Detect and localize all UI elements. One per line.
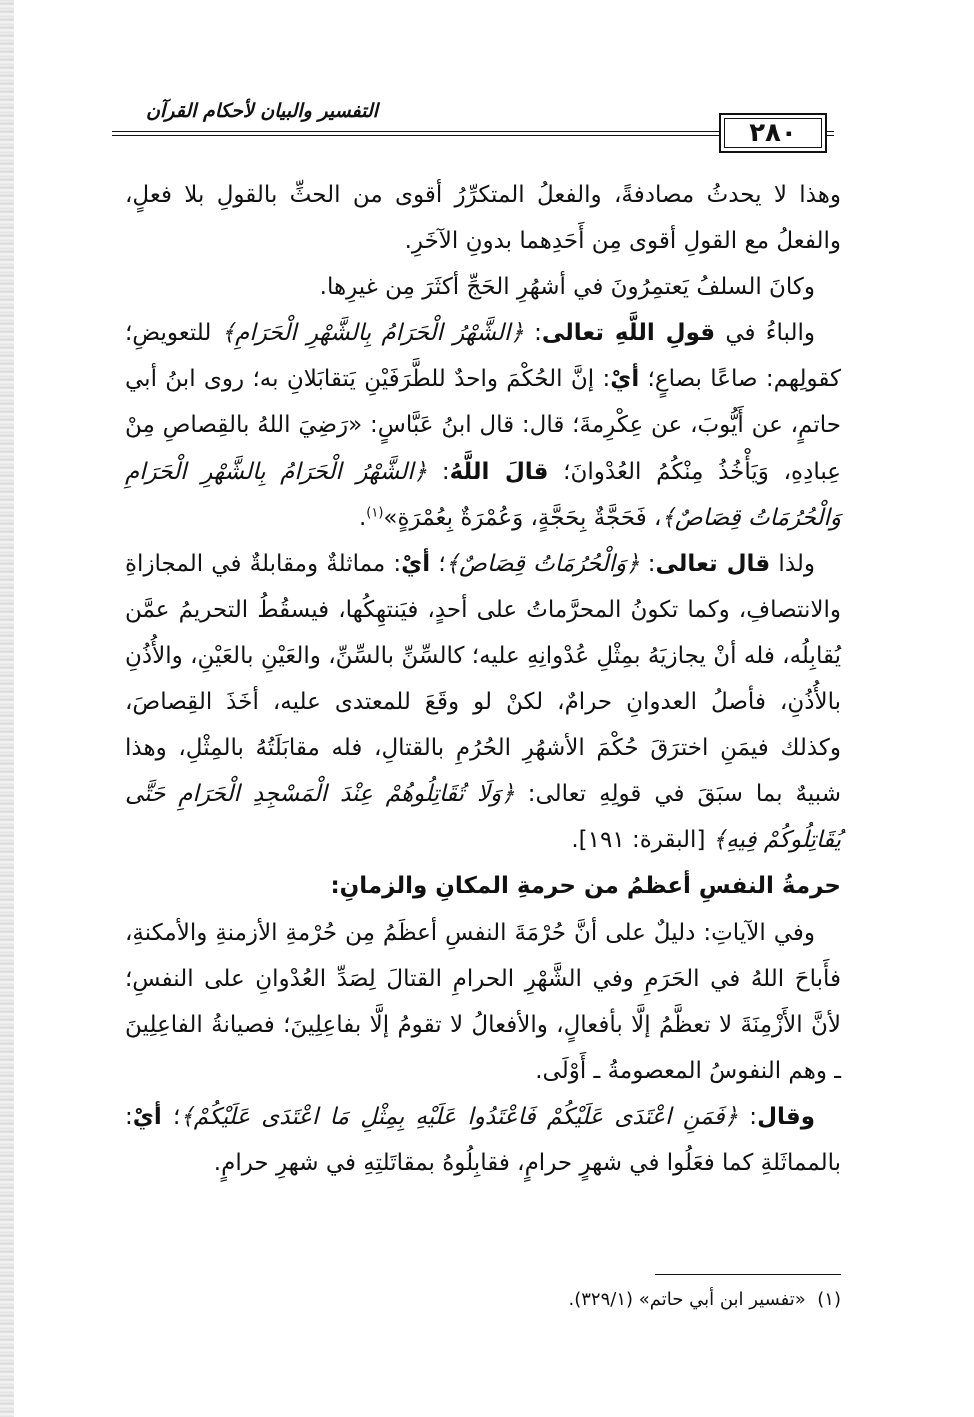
text-run: ؛	[430, 550, 446, 577]
bold-phrase: قولِ اللَّهِ تعالى	[541, 320, 716, 347]
quran-verse: ﴿الشَّهْرُ الْحَرَامُ بِالشَّهْرِ الْحَرَامِ وَالْحُرُمَاتُ قِصَاصٌ﴾	[125, 458, 841, 531]
bold-phrase: أيْ	[610, 366, 640, 393]
bold-phrase: أيْ	[132, 1103, 162, 1130]
text-run: للتعويضِ؛ كقولِهم: صاعًا بصاعٍ؛	[125, 320, 841, 393]
text-run: .	[571, 827, 579, 854]
text-run: والباءُ في	[715, 320, 816, 347]
quran-verse: ﴿الشَّهْرُ الْحَرَامُ بِالشَّهْرِ الْحَرَامِ﴾	[221, 320, 524, 347]
text-run: ؛	[161, 1103, 181, 1130]
page-body	[125, 172, 841, 1186]
footnote	[125, 1285, 841, 1315]
paragraph-1: وهذا لا يحدثُ مصادفةً، والفعلُ المتكرِّرُ أقوى من الحثِّ بالقولِ بلا فعلٍ، والفعلُ مع القولِ أقوى مِن أَحَدِهما بدونِ الآخَرِ.	[125, 182, 841, 255]
bold-phrase: قال تعالى	[655, 550, 771, 577]
paragraph-2: وكانَ السلفُ يَعتمِرُونَ في أشهُرِ الحَجِّ أكثَرَ مِن غيرِها.	[319, 274, 815, 301]
verse-reference: [البقرة: ١٩١]	[578, 827, 713, 854]
bold-phrase: أيْ	[401, 550, 431, 577]
text-run: : إنَّ الحُكْمَ واحدٌ للطَّرَفَيْنِ يَتقابَلانِ به؛ روى ابنُ أبي حاتمٍ، عن أَيُّوبَ، عن عِكْرِمةَ؛ قال: قال ابنُ عَبَّاسٍ: «رَضِيَ اللهُ بالقِصاصِ مِنْ عِبادِهِ، وَيَأْخُذُ مِنْكُمُ العُدْوانَ؛	[125, 366, 841, 485]
text-run: : مماثلةٌ ومقابلةٌ في المجازاةِ والانتصافِ، وكما تكونُ المحرَّماتُ على أحدٍ، فيَنتهِكُها، فيسقُطُ التحريمُ عمَّن يُقابِلُه، فله أنْ يجازيَهُ بمِثْلِ عُدْوانِهِ عليه؛ كالسِّنِّ بالسِّنِّ، والعَيْنِ بالعَيْنِ، والأُذُنِ بالأُذُنِ، فأصلُ العدوانِ حرامٌ، لكنْ لو وقَعَ للمعتدى عليه، أخَذَ القِصاصَ، وكذلك فيمَنِ اخترَقَ حُكْمَ الأشهُرِ الحُرُمِ بالقتالِ، فله مقابَلَتُهُ بالمِثْلِ، وهذا شبيهٌ بما سبَقَ في قولِهِ تعالى:	[125, 550, 841, 808]
text-run: ، فَحَجَّةٌ بِحَجَّةٍ، وَعُمْرَةٌ بِعُمْرَةٍ»	[383, 504, 662, 531]
text-run: :	[523, 320, 542, 347]
footnote-text: «تفسير ابن أبي حاتم» (٣٢٩/١).	[568, 1289, 806, 1310]
footnote-ref: (١)	[366, 505, 384, 520]
footnote-marker: (١)	[817, 1289, 841, 1310]
text-run: :	[639, 550, 656, 577]
quran-verse: ﴿وَالْحُرُمَاتُ قِصَاصٌ﴾	[445, 550, 640, 577]
paragraph-5: وفي الآياتِ: دليلٌ على أنَّ حُرْمَةَ النفسِ أعظَمُ مِن حُرْمةِ الأزمنةِ والأمكنةِ، فأَباحَ اللهُ في الحَرَمِ وفي الشَّهْرِ الحرامِ القتالَ لِصَدِّ العُدْوانِ على النفسِ؛ لأنَّ الأَزْمِنَةَ لا تعظَّمُ إلَّا بأفعالٍ، والأفعالُ لا تقومُ إلَّا بفاعِلِينَ؛ فصيانةُ الفاعِلِينَ ـ وهم النفوسُ المعصومةُ ـ أَوْلَى.	[125, 919, 841, 1084]
paragraph-6	[125, 1094, 841, 1186]
bold-phrase: قالَ اللَّهُ	[449, 458, 549, 485]
scan-edge	[0, 0, 14, 1417]
quran-verse: ﴿فَمَنِ اعْتَدَى عَلَيْكُمْ فَاعْتَدُوا عَلَيْهِ بِمِثْلِ مَا اعْتَدَى عَلَيْكُمْ﴾	[180, 1103, 739, 1130]
paragraph-4	[125, 541, 841, 864]
section-heading: حرمةُ النفسِ أعظمُ من حرمةِ المكانِ والزمانِ:	[330, 873, 841, 900]
page-number: ٢٨٠	[749, 118, 797, 148]
running-title: التفسير والبيان لأحكام القرآن	[146, 100, 378, 122]
text-run: : بالمماثَلةِ كما فعَلُوا في شهرٍ حرامٍ، فقابِلُوهُ بمقاتَلتِهِ في شهرِ حرامٍ.	[125, 1103, 841, 1176]
text-run: ولذا	[770, 550, 816, 577]
text-run: .	[358, 504, 367, 531]
bold-phrase: وقال	[757, 1103, 816, 1130]
text-run: :	[738, 1103, 758, 1130]
paragraph-3	[125, 310, 841, 540]
text-run: :	[427, 458, 450, 485]
footnote-separator	[655, 1274, 841, 1275]
quran-verse: ﴿وَلَا تُقَاتِلُوهُمْ عِنْدَ الْمَسْجِدِ الْحَرَامِ حَتَّى يُقَاتِلُوكُمْ فِيهِ﴾	[125, 781, 841, 854]
